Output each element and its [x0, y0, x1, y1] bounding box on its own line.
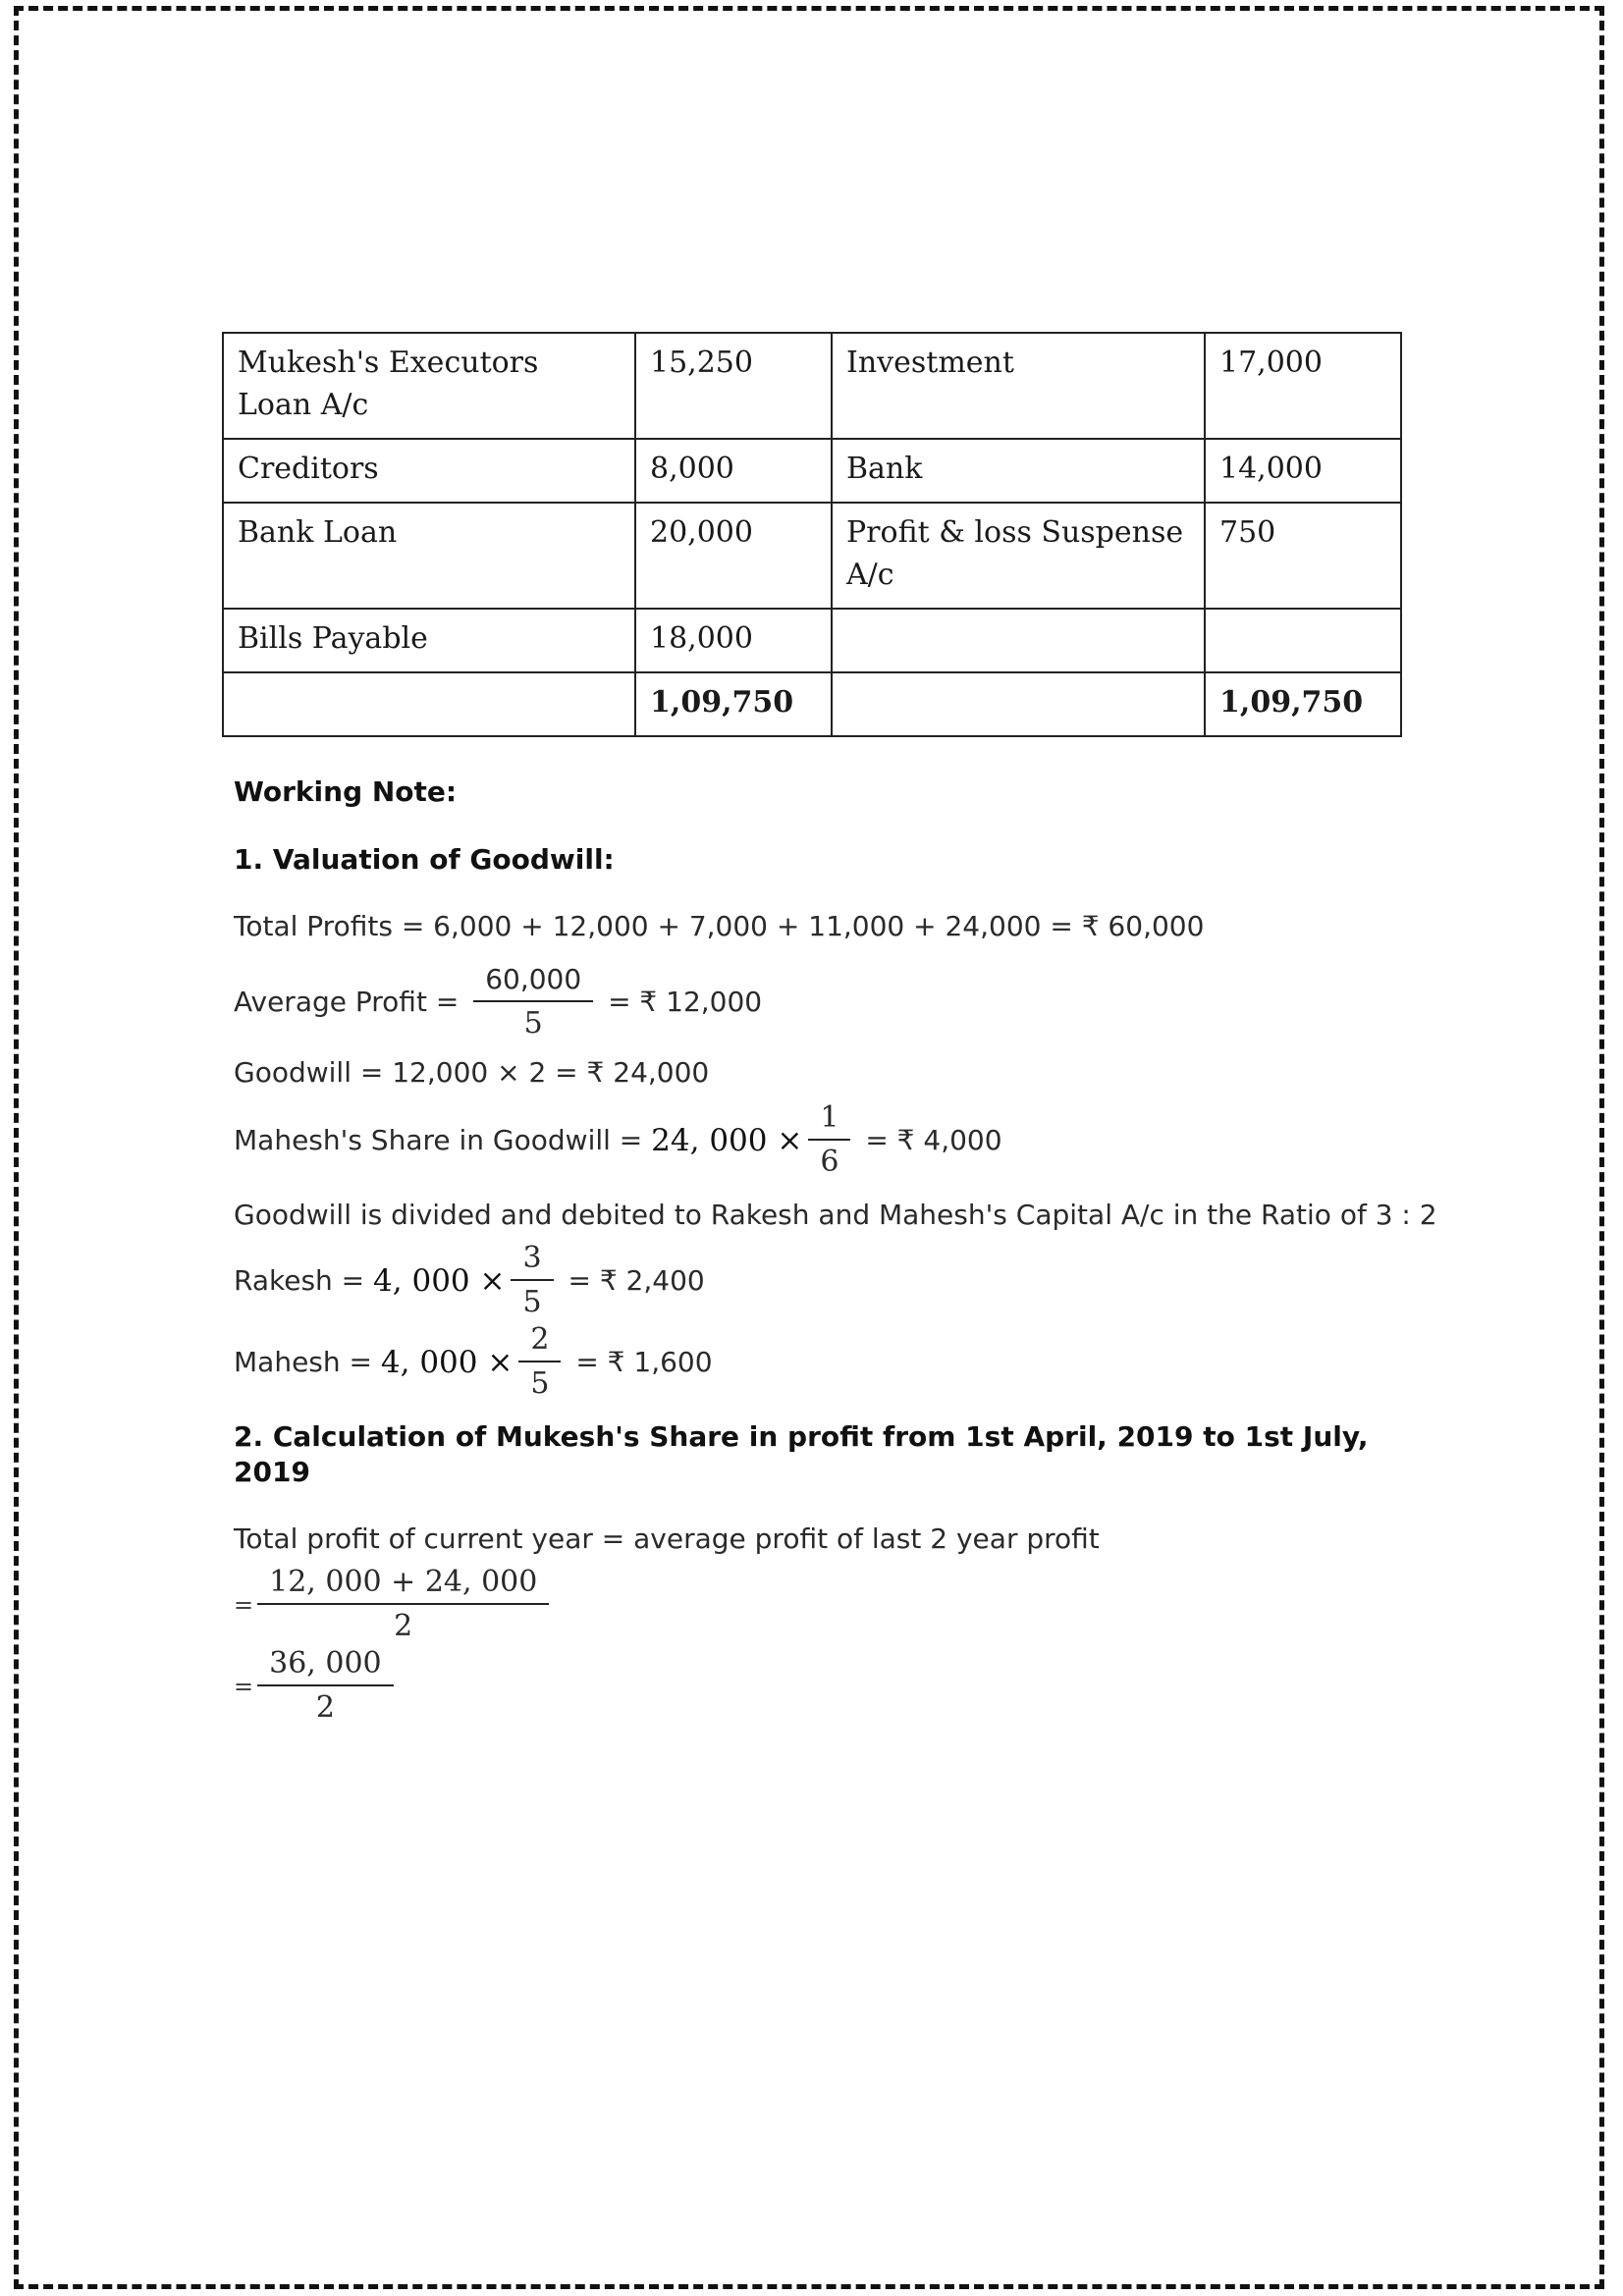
rakesh-result: = ₹ 2,400: [559, 1263, 705, 1297]
fraction-numerator: 3: [522, 1241, 542, 1275]
mahesh-line: [234, 1322, 1400, 1402]
rakesh-line: [234, 1241, 1400, 1320]
table-cell: Mukesh's Executors Loan A/c: [223, 333, 635, 439]
goodwill-line: Goodwill = 12,000 × 2 = ₹ 24,000: [234, 1056, 710, 1089]
working-notes: [222, 774, 1437, 1726]
ratio-line: Goodwill is divided and debited to Rakesh and Mahesh's Capital A/c in the Ratio of 3 : 2: [234, 1199, 1437, 1231]
table-cell: [832, 672, 1205, 736]
average-profit-line: [234, 962, 1400, 1041]
fraction-numerator: 12, 000 + 24, 000: [269, 1565, 538, 1599]
table-cell: 8,000: [635, 439, 832, 503]
balance-sheet-table: [222, 332, 1402, 737]
table-cell: Creditors: [223, 439, 635, 503]
table-cell: Bills Payable: [223, 609, 635, 672]
fraction-denominator: 6: [808, 1139, 850, 1180]
table-row: [223, 503, 1401, 609]
rakesh-base: 4, 000 ×: [373, 1262, 506, 1299]
mahesh-label: Mahesh =: [234, 1345, 381, 1378]
table-cell: 20,000: [635, 503, 832, 609]
fraction-denominator: 2: [257, 1603, 549, 1644]
mahesh-fraction: [524, 1322, 555, 1402]
step-2-line: [234, 1646, 1400, 1726]
average-profit-result: = ₹ 12,000: [599, 985, 763, 1018]
fraction-numerator: 1: [820, 1100, 839, 1135]
current-year-line: Total profit of current year = average profit of last 2 year profit: [234, 1522, 1100, 1555]
step-1-line: [234, 1565, 1400, 1644]
table-cell: [1205, 609, 1401, 672]
section-2-title: 2. Calculation of Mukesh's Share in profit from 1st April, 2019 to 1st July, 2019: [234, 1420, 1369, 1488]
step-1-fraction: [263, 1565, 543, 1644]
equals-sign: =: [234, 1590, 254, 1619]
fraction-denominator: 2: [257, 1684, 394, 1726]
table-cell: 1,09,750: [635, 672, 832, 736]
fraction-numerator: 2: [530, 1322, 550, 1357]
table-cell: 17,000: [1205, 333, 1401, 439]
table-row: [223, 439, 1401, 503]
mahesh-base: 4, 000 ×: [380, 1344, 514, 1380]
working-note-heading: Working Note:: [234, 775, 458, 808]
rakesh-label: Rakesh =: [234, 1263, 374, 1297]
table-total-row: [223, 672, 1401, 736]
average-profit-fraction: [479, 962, 587, 1041]
table-cell: [832, 609, 1205, 672]
table-cell: 18,000: [635, 609, 832, 672]
mahesh-result: = ₹ 1,600: [567, 1345, 713, 1378]
average-profit-label: Average Profit =: [234, 985, 468, 1018]
table-row: [223, 333, 1401, 439]
equals-sign: =: [234, 1672, 254, 1700]
step-2-fraction: [263, 1646, 388, 1726]
fraction-denominator: 5: [518, 1361, 561, 1402]
table-row: [223, 609, 1401, 672]
table-cell: [223, 672, 635, 736]
fraction-denominator: 5: [511, 1279, 553, 1320]
table-cell: 750: [1205, 503, 1401, 609]
table-cell: 1,09,750: [1205, 672, 1401, 736]
mahesh-share-line: [234, 1100, 1400, 1180]
table-cell: 15,250: [635, 333, 832, 439]
mahesh-share-base: 24, 000 ×: [651, 1122, 803, 1158]
mahesh-share-label: Mahesh's Share in Goodwill =: [234, 1123, 652, 1156]
mahesh-share-result: = ₹ 4,000: [856, 1123, 1002, 1156]
mahesh-share-fraction: [814, 1100, 844, 1180]
fraction-numerator: 60,000: [485, 963, 582, 995]
table-cell: Profit & loss Suspense A/c: [832, 503, 1205, 609]
table-cell: Bank: [832, 439, 1205, 503]
table-cell: Investment: [832, 333, 1205, 439]
table-cell: 14,000: [1205, 439, 1401, 503]
fraction-denominator: 5: [473, 1000, 593, 1041]
section-1-title: 1. Valuation of Goodwill:: [234, 843, 615, 876]
document-content: [222, 332, 1437, 1726]
fraction-numerator: 36, 000: [269, 1646, 382, 1681]
table-cell: Bank Loan: [223, 503, 635, 609]
rakesh-fraction: [516, 1241, 547, 1320]
total-profits-line: Total Profits = 6,000 + 12,000 + 7,000 + 11,000 + 24,000 = ₹ 60,000: [234, 910, 1205, 942]
